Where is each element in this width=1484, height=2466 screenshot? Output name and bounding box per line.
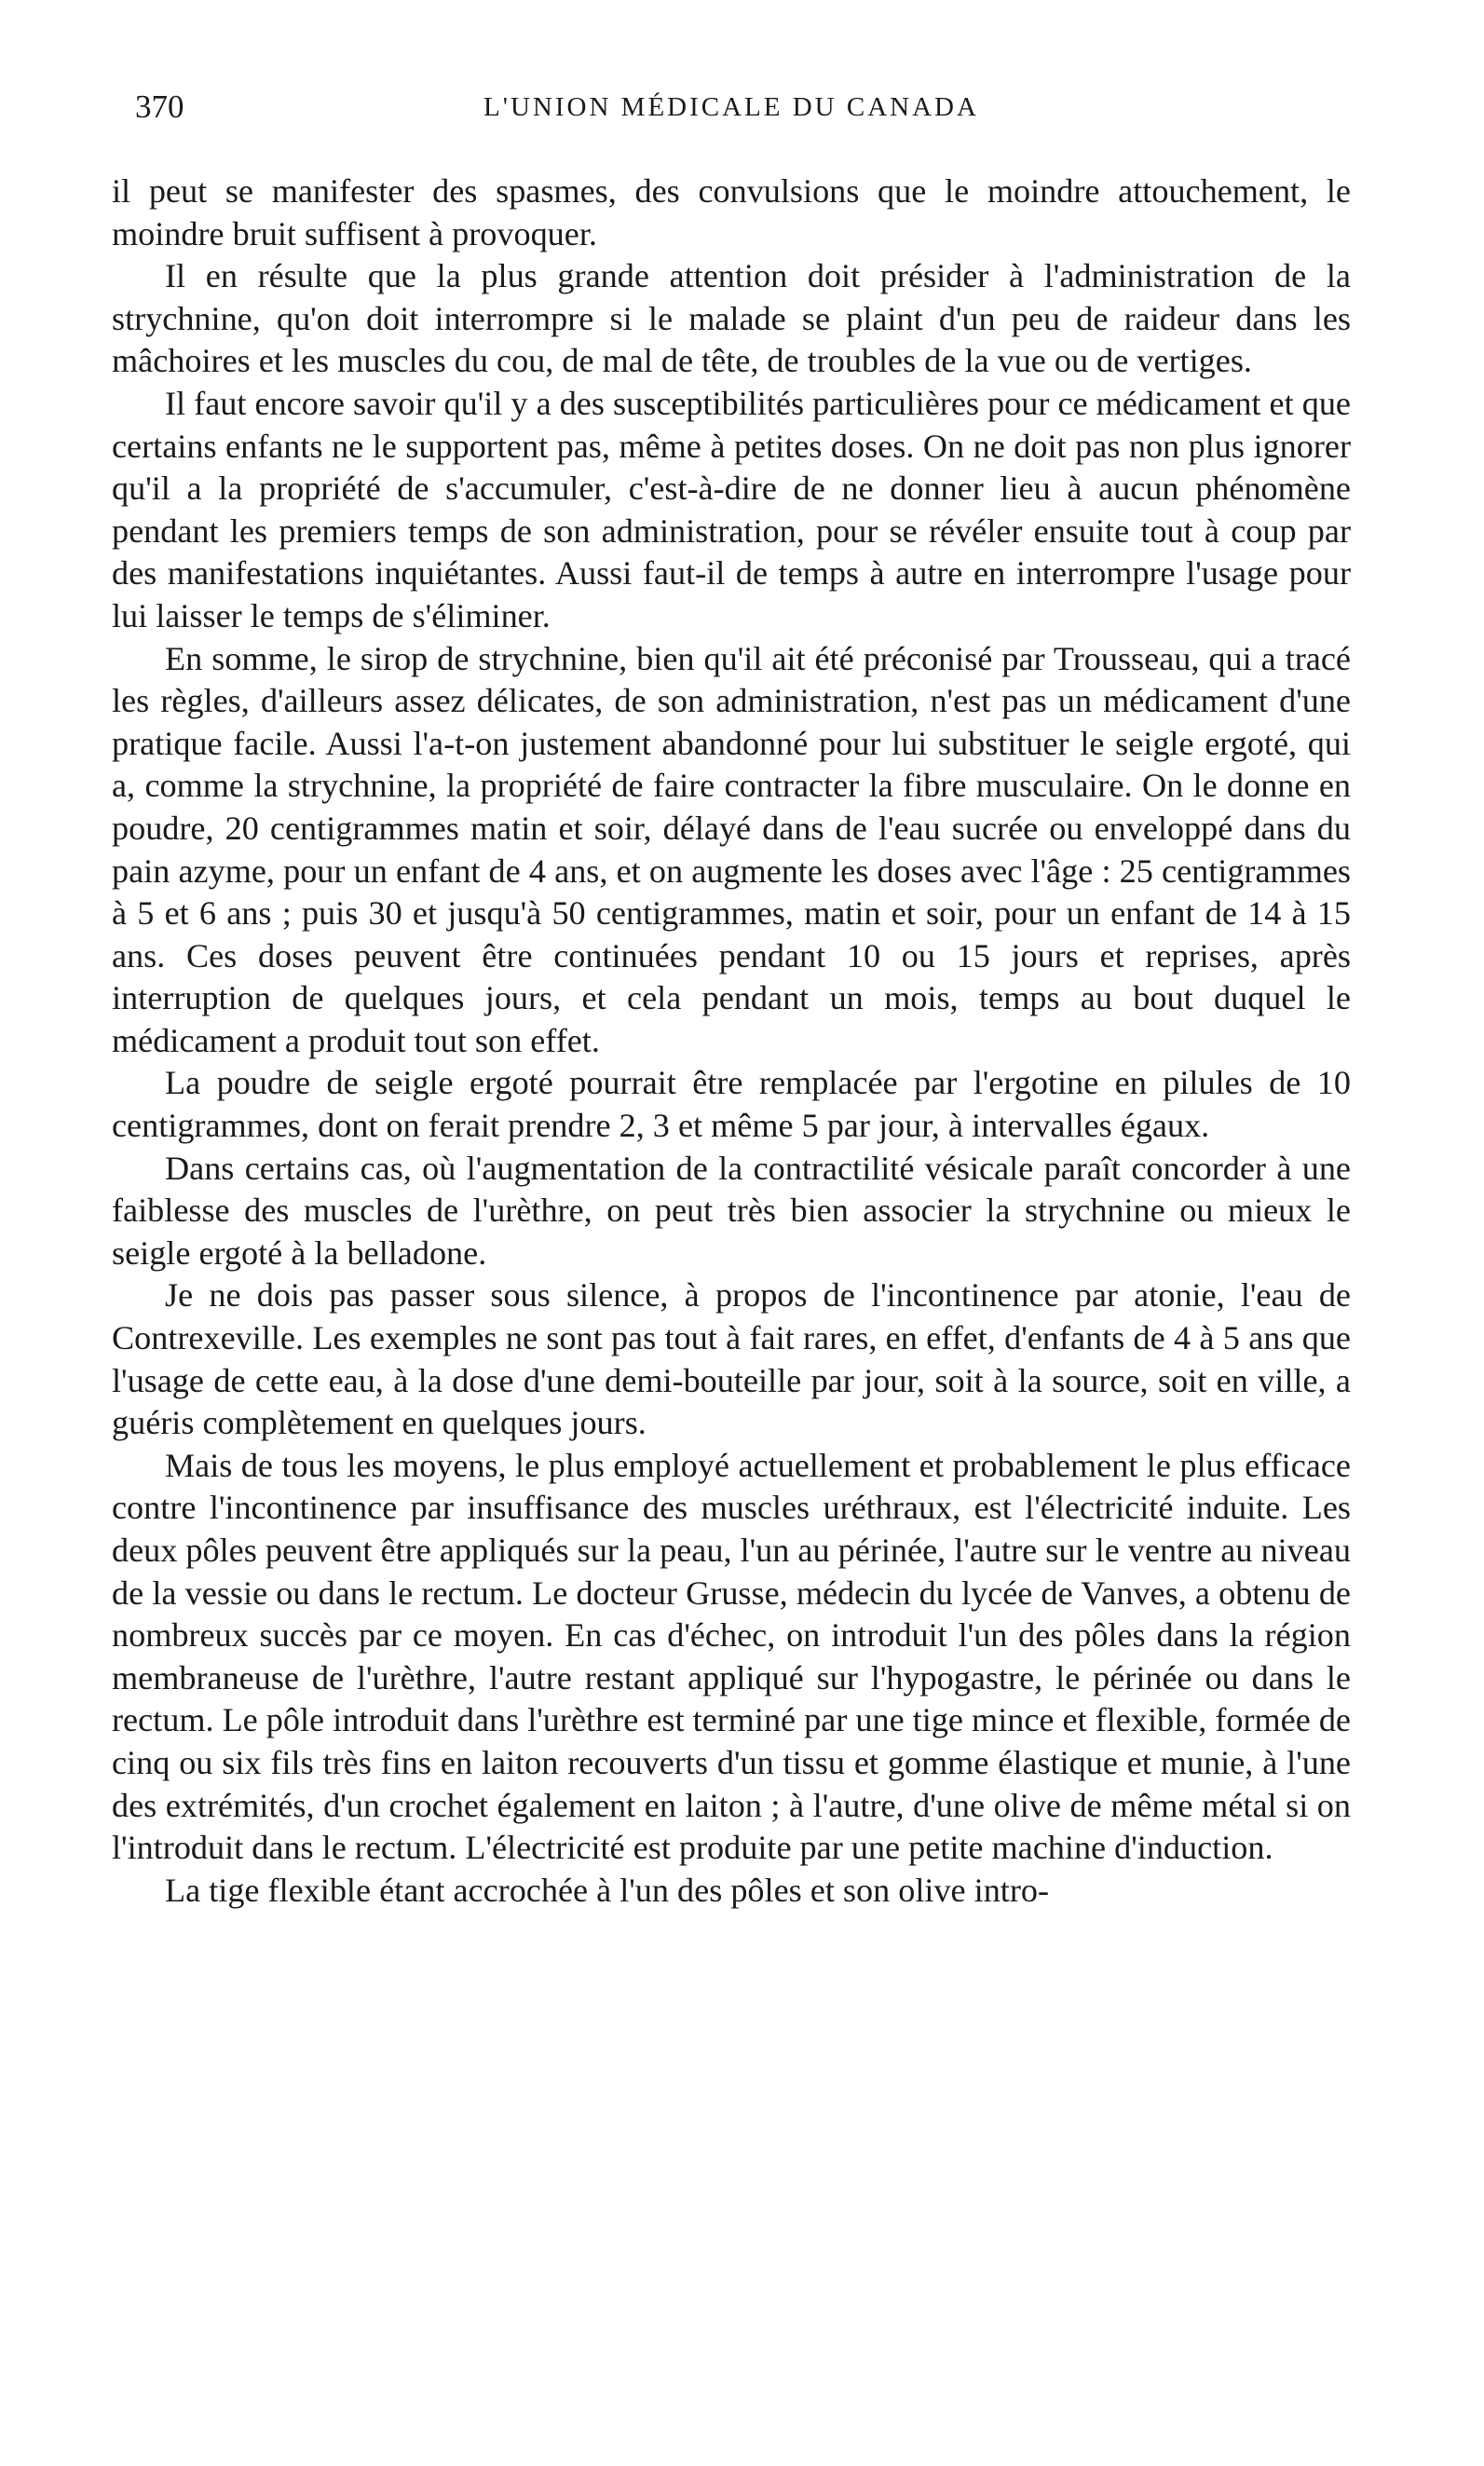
paragraph: Dans certains cas, où l'augmentation de la contractilité vésicale paraît concorder à une faiblesse des muscles de l'urèthre, on peut très bien associer la strychnine ou mieux le seigle ergoté à la belladone. [112,1149,1351,1272]
document-page [112,89,1351,1912]
paragraph: Je ne dois pas passer sous silence, à propos de l'incontinence par atonie, l'eau de Contrexeville. Les exemples ne sont pas tout à fait rares, en effet, d'enfants de 4 à 5 ans que l'usage de cette eau, à la dose d'une demi-bouteille par jour, soit à la source, soit en ville, a guéris complètement en quelques jours. [112,1276,1351,1442]
paragraph: La poudre de seigle ergoté pourrait être remplacée par l'ergotine en pilules de 10 centigrammes, dont on ferait prendre 2, 3 et même 5 par jour, à intervalles égaux. [112,1064,1351,1145]
paragraph: En somme, le sirop de strychnine, bien qu'il ait été préconisé par Trousseau, qui a tracé les règles, d'ailleurs assez délicates, de son administration, n'est pas un médicament d'une pratique facile. Aussi l'a-t-on justement abandonné pour lui substituer le seigle ergoté, qui a, comme la strychnine, la propriété de faire contracter la fibre musculaire. On le donne en poudre, 20 centigrammes matin et soir, délayé dans de l'eau sucrée ou enveloppé dans du pain azyme, pour un enfant de 4 ans, et on augmente les doses avec l'âge : 25 centigrammes à 5 et 6 ans ; puis 30 et jusqu'à 50 centigrammes, matin et soir, pour un enfant de 14 à 15 ans. Ces doses peuvent être continuées pendant 10 ou 15 jours et reprises, après interruption de quelques jours, et cela pendant un mois, temps au bout duquel le médicament a produit tout son effet. [112,639,1351,1059]
paragraph: il peut se manifester des spasmes, des convulsions que le moindre attouchement, le moindre bruit suffisent à provoquer. [112,172,1351,252]
running-head: L'UNION MÉDICALE DU CANADA [483,92,979,122]
paragraph: La tige flexible étant accrochée à l'un des pôles et son olive intro- [165,1871,1050,1909]
page-number: 370 [135,89,184,125]
paragraph: Il en résulte que la plus grande attention doit présider à l'administration de la strychnine, qu'on doit interrompre si le malade se plaint d'un peu de raideur dans les mâchoires et les muscles du cou, de mal de tête, de troubles de la vue ou de vertiges. [112,257,1351,380]
paragraph: Il faut encore savoir qu'il y a des susceptibilités particulières pour ce médicament et que certains enfants ne le supportent pas, même à petites doses. On ne doit pas non plus ignorer qu'il a la propriété de s'accumuler, c'est-à-dire de ne donner lieu à aucun phénomène pendant les premiers temps de son administration, pour se révéler ensuite tout à coup par des manifestations inquiétantes. Aussi faut-il de temps à autre en interrompre l'usage pour lui laisser le temps de s'éliminer. [112,384,1351,634]
paragraph: Mais de tous les moyens, le plus employé actuellement et probablement le plus efficace contre l'incontinence par insuffisance des muscles uréthraux, est l'électricité induite. Les deux pôles peuvent être appliqués sur la peau, l'un au périnée, l'autre sur le ventre au niveau de la vessie ou dans le rectum. Le docteur Grusse, médecin du lycée de Vanves, a obtenu de nombreux succès par ce moyen. En cas d'échec, on introduit l'un des pôles dans la région membraneuse de l'urèthre, l'autre restant appliqué sur l'hypogastre, le périnée ou dans le rectum. Le pôle introduit dans l'urèthre est terminé par une tige mince et flexible, formée de cinq ou six fils très fins en laiton recouverts d'un tissu et gomme élastique et munie, à l'une des extrémités, d'un crochet également en laiton ; à l'autre, d'une olive de même métal si on l'introduit dans le rectum. L'électricité est produite par une petite machine d'induction. [112,1446,1351,1867]
page-header [112,89,1351,131]
body-text [112,170,1351,1912]
